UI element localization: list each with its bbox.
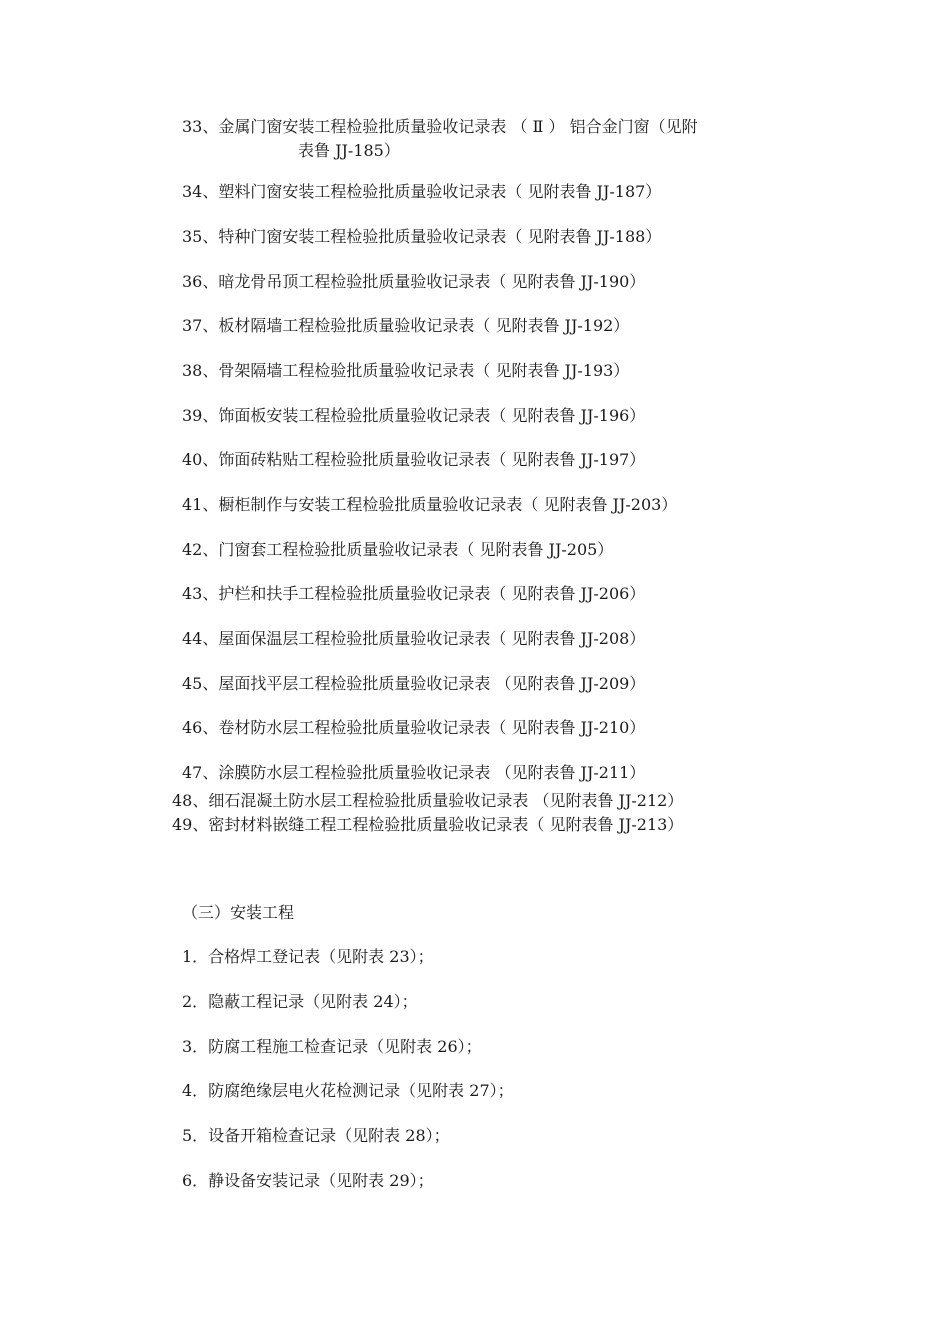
list-item: 39、饰面板安装工程检验批质量验收记录表（ 见附表鲁 JJ-196） (182, 406, 646, 425)
list-item: 41、橱柜制作与安装工程检验批质量验收记录表（ 见附表鲁 JJ-203） (182, 495, 678, 514)
list-item: 36、暗龙骨吊顶工程检验批质量验收记录表（ 见附表鲁 JJ-190） (182, 272, 646, 291)
list-item: 45、屋面找平层工程检验批质量验收记录表 （见附表鲁 JJ-209） (182, 674, 646, 693)
list-item: 49、密封材料嵌缝工程工程检验批质量验收记录表（ 见附表鲁 JJ-213） (172, 815, 684, 834)
list-item: 6．静设备安装记录（见附表 29）； (182, 1171, 434, 1190)
list-item: 48、细石混凝土防水层工程检验批质量验收记录表 （见附表鲁 JJ-212） (172, 791, 684, 810)
list-item: 43、护栏和扶手工程检验批质量验收记录表（ 见附表鲁 JJ-206） (182, 584, 646, 603)
list-item: 3．防腐工程施工检查记录（见附表 26）； (182, 1037, 482, 1056)
list-item: 2．隐蔽工程记录（见附表 24）； (182, 992, 418, 1011)
list-item: 46、卷材防水层工程检验批质量验收记录表（ 见附表鲁 JJ-210） (182, 718, 646, 737)
list-item: 47、涂膜防水层工程检验批质量验收记录表 （见附表鲁 JJ-211） (182, 763, 646, 782)
section-heading: （三）安装工程 (182, 903, 295, 922)
list-item: 35、特种门窗安装工程检验批质量验收记录表（ 见附表鲁 JJ-188） (182, 227, 662, 246)
list-item: 5．设备开箱检查记录（见附表 28）； (182, 1126, 450, 1145)
list-item: 42、门窗套工程检验批质量验收记录表（ 见附表鲁 JJ-205） (182, 540, 614, 559)
list-item: 40、饰面砖粘贴工程检验批质量验收记录表（ 见附表鲁 JJ-197） (182, 450, 646, 469)
list-item: 44、屋面保温层工程检验批质量验收记录表（ 见附表鲁 JJ-208） (182, 629, 646, 648)
list-item-continuation: 表鲁 JJ-185） (298, 141, 400, 160)
list-item: 38、骨架隔墙工程检验批质量验收记录表（ 见附表鲁 JJ-193） (182, 361, 630, 380)
list-item: 1．合格焊工登记表（见附表 23）； (182, 947, 434, 966)
list-item: 4．防腐绝缘层电火花检测记录（见附表 27）； (182, 1081, 514, 1100)
list-item: 37、板材隔墙工程检验批质量验收记录表（ 见附表鲁 JJ-192） (182, 316, 630, 335)
list-item: 34、塑料门窗安装工程检验批质量验收记录表（ 见附表鲁 JJ-187） (182, 182, 662, 201)
list-item: 33、金属门窗安装工程检验批质量验收记录表 （ Ⅱ ） 铝合金门窗（见附 (182, 117, 698, 136)
